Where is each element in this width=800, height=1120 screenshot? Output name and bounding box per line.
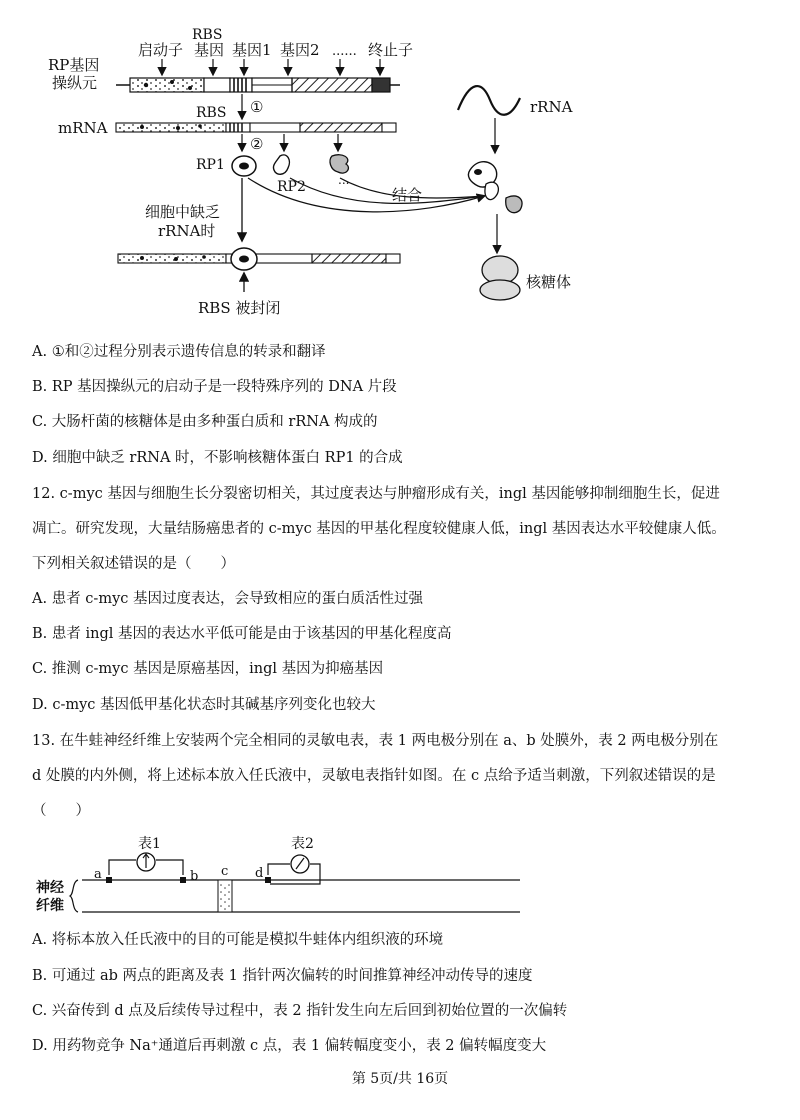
gene1-label: 基因1 [232,41,272,59]
mrna-bar [116,123,396,132]
q11-option-a: A. ①和②过程分别表示遗传信息的转录和翻译 [32,344,326,360]
q13-option-c: C. 兴奋传到 d 点及后续传导过程中，表 2 指针发生向左后回到初始位置的一次偏转 [32,1003,568,1019]
step2-label: ② [250,135,264,153]
q13-stem-line2: d 处膜的内外侧，将上述标本放入任氏液中，灵敏电表指针如图。在 c 点给予适当刺激，下列叙述错误的是 [32,768,716,784]
q12-stem-line1: 12. c-myc 基因与细胞生长分裂密切相关，其过度表达与肿瘤形成有关，ingl 基因能够抑制细胞生长，促进 [32,486,720,502]
operon-label-line1: RP基因 [48,56,100,74]
q13-option-d: D. 用药物竞争 Na⁺通道后再刺激 c 点，表 1 偏转幅度变小，表 2 偏转幅度变大 [32,1038,547,1054]
q12-stem-line2: 凋亡。研究发现，大量结肠癌患者的 c-myc 基因的甲基化程度较健康人低，ingl 基因表达水平较健康人低。 [32,521,726,537]
terminator-label: 终止子 [368,41,414,59]
q12-option-a: A. 患者 c-myc 基因过度表达，会导致相应的蛋白质活性过强 [32,591,423,607]
rp1-label: RP1 [196,157,225,173]
ellipsis-label: ...... [332,44,357,59]
blocked-mrna-bar [118,254,400,263]
rbs-top-label: RBS [192,27,223,43]
rp1-protein [232,156,256,176]
gene2-label: 基因2 [280,41,320,59]
lack-rrna-line1: 细胞中缺乏 [145,203,221,221]
q13-option-a: A. 将标本放入任氏液中的目的可能是模拟牛蛙体内组织液的环境 [32,932,444,948]
promoter-label: 启动子 [138,41,184,59]
nerve-label-line1: 神经 [36,880,64,896]
point-a-label: a [94,867,102,882]
meter2-dial [291,855,309,873]
point-d-label: d [255,866,264,881]
page-footer: 第 5页/共 16页 [351,1071,449,1087]
q12-option-d: D. c-myc 基因低甲基化状态时其碱基序列变化也较大 [32,697,376,713]
q13-stem-line1: 13. 在牛蛙神经纤维上安装两个完全相同的灵敏电表，表 1 两电极分别在 a、b 处膜外，表 2 两电极分别在 [32,733,719,749]
q12-option-c: C. 推测 c-myc 基因是原癌基因，ingl 基因为抑癌基因 [32,661,384,677]
nerve-label-line2: 纤维 [36,898,64,914]
meter1-dial [137,853,155,871]
meter2-label: 表2 [291,836,314,852]
q11-option-b: B. RP 基因操纵元的启动子是一段特殊序列的 DNA 片段 [32,379,397,395]
step1-label: ① [250,98,264,116]
lack-rrna-line2: rRNA时 [158,222,216,240]
q12-stem-line3: 下列相关叙述错误的是（ ） [32,556,235,572]
rp3-protein [330,155,348,173]
q11-option-d: D. 细胞中缺乏 rRNA 时，不影响核糖体蛋白 RP1 的合成 [32,450,403,466]
rp2-protein [273,155,289,174]
rp2-label: RP2 [277,179,306,195]
q11-option-c: C. 大肠杆菌的核糖体是由多种蛋白质和 rRNA 构成的 [32,414,378,430]
nerve-fiber [82,877,520,912]
q13-option-b: B. 可通过 ab 两点的距离及表 1 指针两次偏转的时间推算神经冲动传导的速度 [32,968,533,984]
mrna-label: mRNA [58,119,108,137]
dna-bar [116,78,400,92]
rbs-closed-label: RBS 被封闭 [198,299,281,317]
q13-stem-line3: （ ） [32,803,90,819]
point-c-label: c [221,864,229,879]
point-b-label: b [190,869,199,884]
nerve-fiber-diagram [0,830,800,922]
dots-label: ... [338,173,350,187]
operon-label-line2: 操纵元 [52,74,98,92]
ribosome-label: 核糖体 [526,273,572,291]
rbs-mid-label: RBS [196,105,227,121]
rrna-label: rRNA [530,98,573,116]
ribosome-icon [480,256,520,300]
bind-label: 结合 [392,186,423,204]
ribosome-assembly [468,162,522,213]
rrna-wave [458,86,520,115]
meter1-label: 表1 [138,836,161,852]
rp-operon-diagram [0,0,800,330]
rp1-bound-protein [231,248,257,270]
gene-label: 基因 [194,41,225,59]
q12-option-b: B. 患者 ingl 基因的表达水平低可能是由于该基因的甲基化程度高 [32,626,452,642]
